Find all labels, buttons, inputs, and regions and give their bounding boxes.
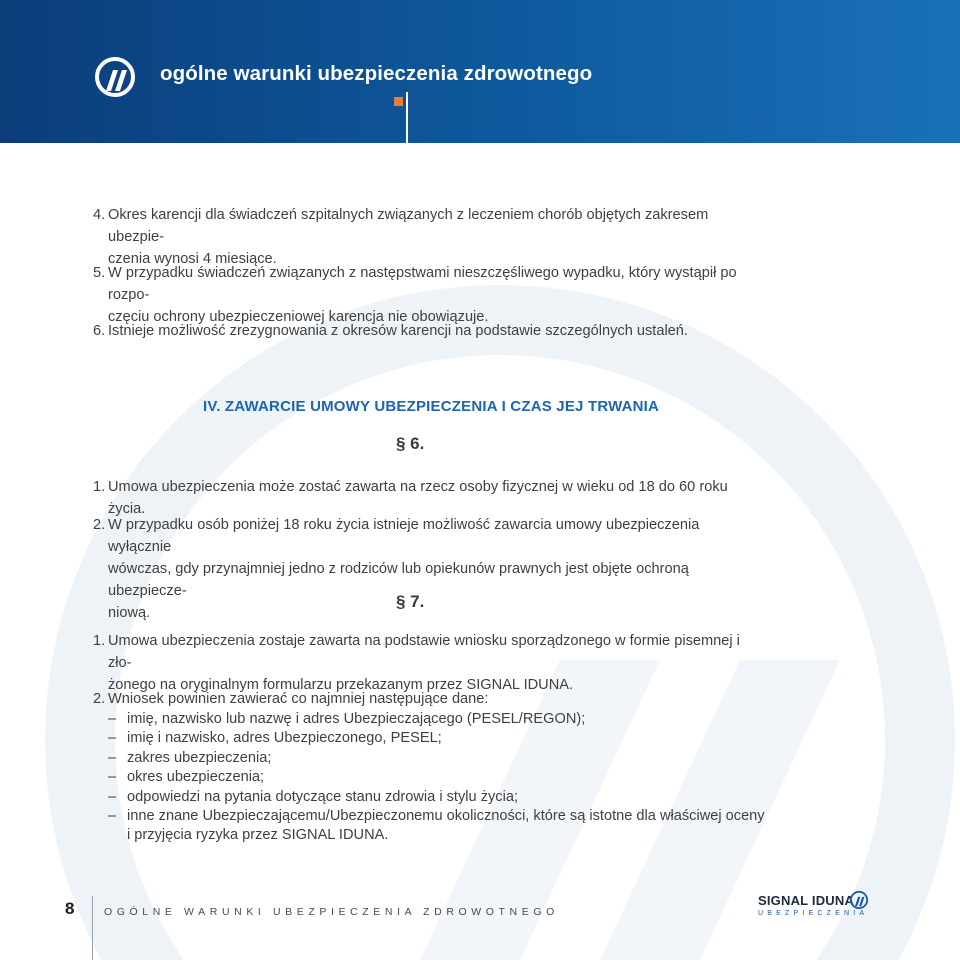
list-item: 2. Wniosek powinien zawierać co najmniej następujące dane:: [93, 691, 489, 707]
header-banner: [0, 0, 960, 143]
list-item: – odpowiedzi na pytania dotyczące stanu zdrowia i stylu życia;: [108, 788, 518, 805]
page-title: ogólne warunki ubezpieczenia zdrowotnego: [160, 62, 593, 85]
required-data-list: [108, 710, 765, 846]
signal-iduna-logo-icon: [849, 890, 869, 910]
brand-subtitle: UBEZPIECZENIA: [758, 910, 869, 917]
list-item: – okres ubezpieczenia;: [108, 769, 265, 786]
list-item: 1. Umowa ubezpieczenia może zostać zawarta na rzecz osoby fizycznej w wieku od 18 do 60 roku życia.: [93, 479, 728, 517]
list-item: – zakres ubezpieczenia;: [108, 749, 272, 766]
list-item: 6. Istnieje możliwość zrezygnowania z okresów karencji na podstawie szczególnych ustaleń.: [93, 323, 688, 339]
section-heading: IV. ZAWARCIE UMOWY UBEZPIECZENIA I CZAS JEJ TRWANIA: [203, 398, 660, 415]
list-item: – inne znane Ubezpieczającemu/Ubezpieczonemu okoliczności, które są istotne dla właściwej oceny i przyjęcia ryzyka przez SIGNAL IDUNA.: [108, 808, 765, 844]
page-number: 8: [65, 899, 75, 918]
list-item: – imię i nazwisko, adres Ubezpieczonego, PESEL;: [108, 730, 442, 747]
paragraph-mark-7: § 7.: [396, 592, 425, 611]
footer-divider: [92, 896, 93, 960]
list-item: – imię, nazwisko lub nazwę i adres Ubezpieczającego (PESEL/REGON);: [108, 711, 586, 727]
paragraph-mark-6: § 6.: [396, 434, 425, 453]
list-item: 4. Okres karencji dla świadczeń szpitalnych związanych z leczeniem chorób objętych zakresem ubezpie- czenia wynosi 4 miesiące.: [93, 207, 709, 267]
accent-square: [394, 97, 403, 106]
list-item: 1. Umowa ubezpieczenia zostaje zawarta na podstawie wniosku sporządzonego w formie pisemnej i zło- żonego na oryginalnym formularzu przekazanym przez SIGNAL IDUNA.: [93, 633, 740, 693]
brand-name: SIGNAL IDUNA: [758, 893, 855, 908]
list-item: 2. W przypadku osób poniżej 18 roku życia istnieje możliwość zawarcia umowy ubezpieczenia wyłącznie wówczas, gdy przynajmniej jedno z rodziców lub opiekunów prawnych jest objęte ochroną ubezpiecze- niową.: [93, 517, 700, 621]
footer-title: OGÓLNE WARUNKI UBEZPIECZENIA ZDROWOTNEGO: [104, 906, 559, 918]
signal-iduna-logo-icon: [93, 55, 137, 99]
header-divider: [406, 92, 408, 143]
list-item: 5. W przypadku świadczeń związanych z następstwami nieszczęśliwego wypadku, który wystąpił po rozpo- częciu ochrony ubezpieczeniowej karencja nie obowiązuje.: [93, 265, 737, 325]
